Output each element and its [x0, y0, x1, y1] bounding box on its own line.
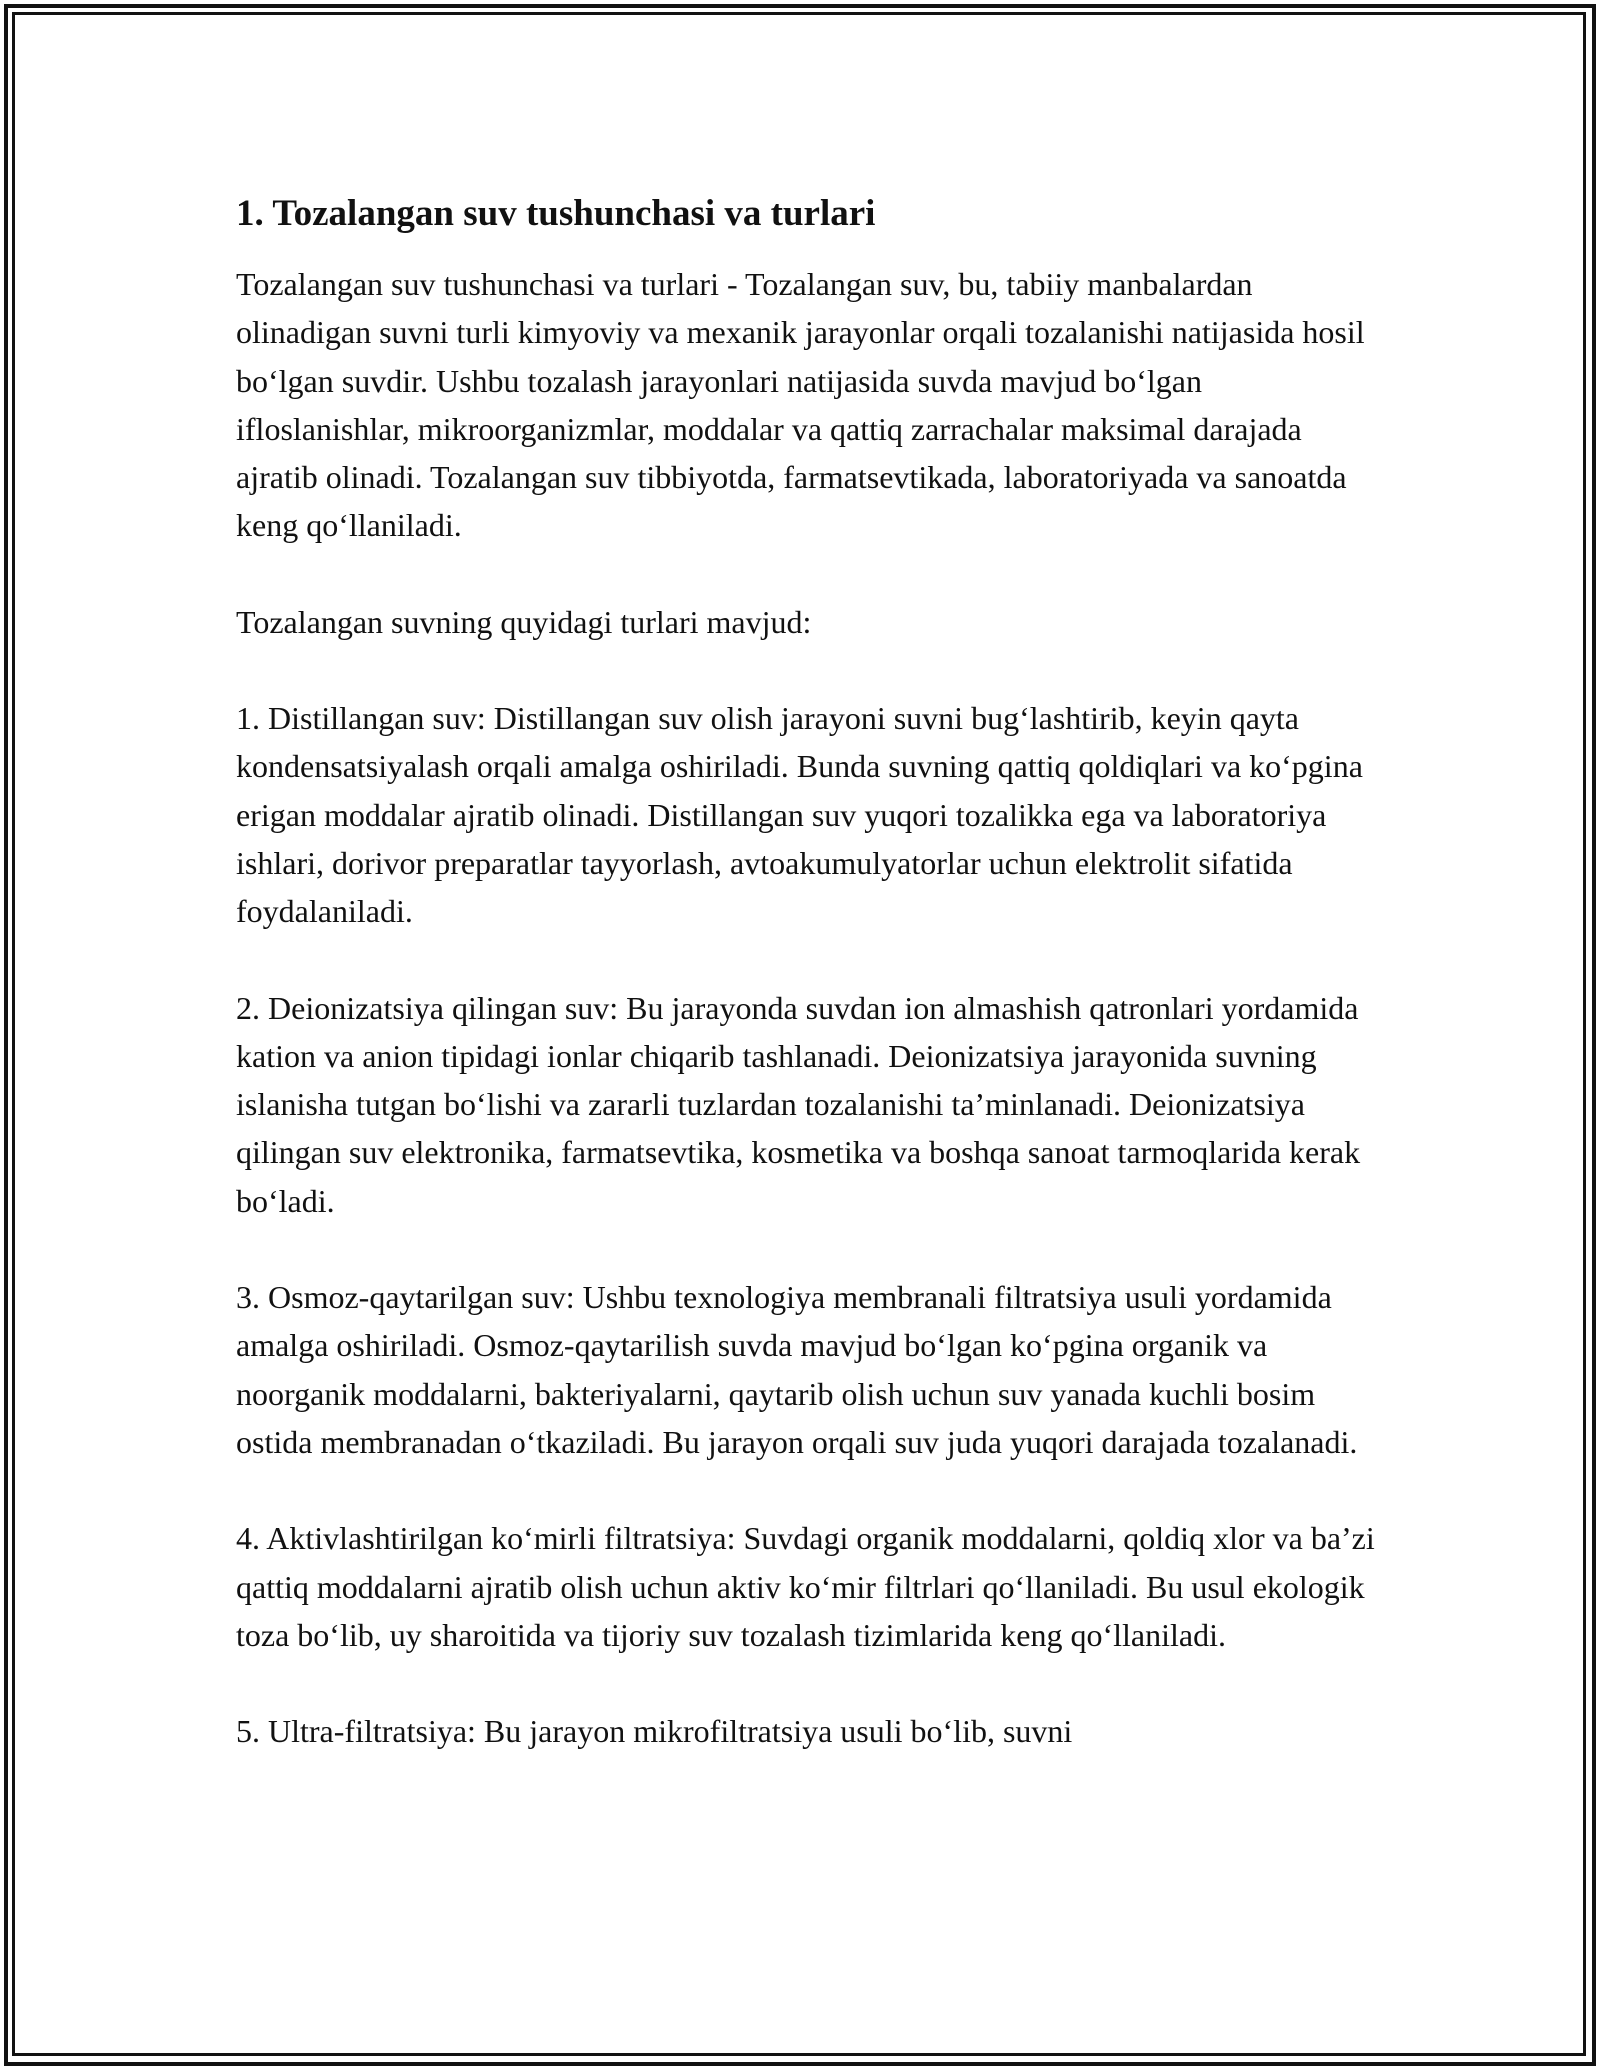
list-item-ultrafiltration: 5. Ultra-filtratsiya: Bu jarayon mikrofiltratsiya usuli bo‘lib, suvni	[236, 1713, 1073, 1750]
list-item-distilled-water: 1. Distillangan suv: Distillangan suv olish jarayoni suvni bug‘lashtirib, keyin qayta kondensatsiyalash orqali amalga oshiriladi. Bunda suvning qattiq qoldiqlari va ko‘pgina erigan moddalar ajratib olinadi. Distillangan suv yuqori tozalikka ega va laboratoriya ishlari, dorivor preparatlar tayyorlash, avtoakumulyatorlar uchun elektrolit sifatida foydalaniladi.	[236, 700, 1363, 930]
intro-paragraph: Tozalangan suv tushunchasi va turlari - Tozalangan suv, bu, tabiiy manbalardan olinadigan suvni turli kimyoviy va mexanik jarayonlar orqali tozalanishi natijasida hosil bo‘lgan suvdir. Ushbu tozalash jarayonlari natijasida suvda mavjud bo‘lgan ifloslanishlar, mikroorganizmlar, moddalar va qattiq zarrachalar maksimal darajada ajratib olinadi. Tozalangan suv tibbiyotda, farmatsevtikada, laboratoriyada va sanoatda keng qo‘llaniladi.	[236, 266, 1365, 544]
list-item-reverse-osmosis-water: 3. Osmoz-qaytarilgan suv: Ushbu texnologiya membranali filtratsiya usuli yordamida amalga oshiriladi. Osmoz-qaytarilish suvda mavjud bo‘lgan ko‘pgina organik va noorganik moddalarni, bakteriyalarni, qaytarib olish uchun suv yanada kuchli bosim ostida membranadan o‘tkaziladi. Bu jarayon orqali suv juda yuqori darajada tozalanadi.	[236, 1279, 1358, 1460]
section-heading: 1. Tozalangan suv tushunchasi va turlari	[236, 193, 876, 234]
types-lead-paragraph: Tozalangan suvning quyidagi turlari mavjud:	[236, 603, 812, 640]
document-body	[236, 186, 1376, 1755]
list-item-deionized-water: 2. Deionizatsiya qilingan suv: Bu jarayonda suvdan ion almashish qatronlari yordamida kation va anion tipidagi ionlar chiqarib tashlanadi. Deionizatsiya jarayonida suvning islanisha tutgan bo‘lishi va zararli tuzlardan tozalanishi ta’minlanadi. Deionizatsiya qilingan suv elektronika, farmatsevtika, kosmetika va boshqa sanoat tarmoqlarida kerak bo‘ladi.	[236, 989, 1361, 1219]
list-item-activated-carbon-filtration: 4. Aktivlashtirilgan ko‘mirli filtratsiya: Suvdagi organik moddalarni, qoldiq xlor va ba’zi qattiq moddalarni ajratib olish uchun aktiv ko‘mir filtrlari qo‘llaniladi. Bu usul ekologik toza bo‘lib, uy sharoitida va tijoriy suv tozalash tizimlarida keng qo‘llaniladi.	[236, 1520, 1375, 1653]
